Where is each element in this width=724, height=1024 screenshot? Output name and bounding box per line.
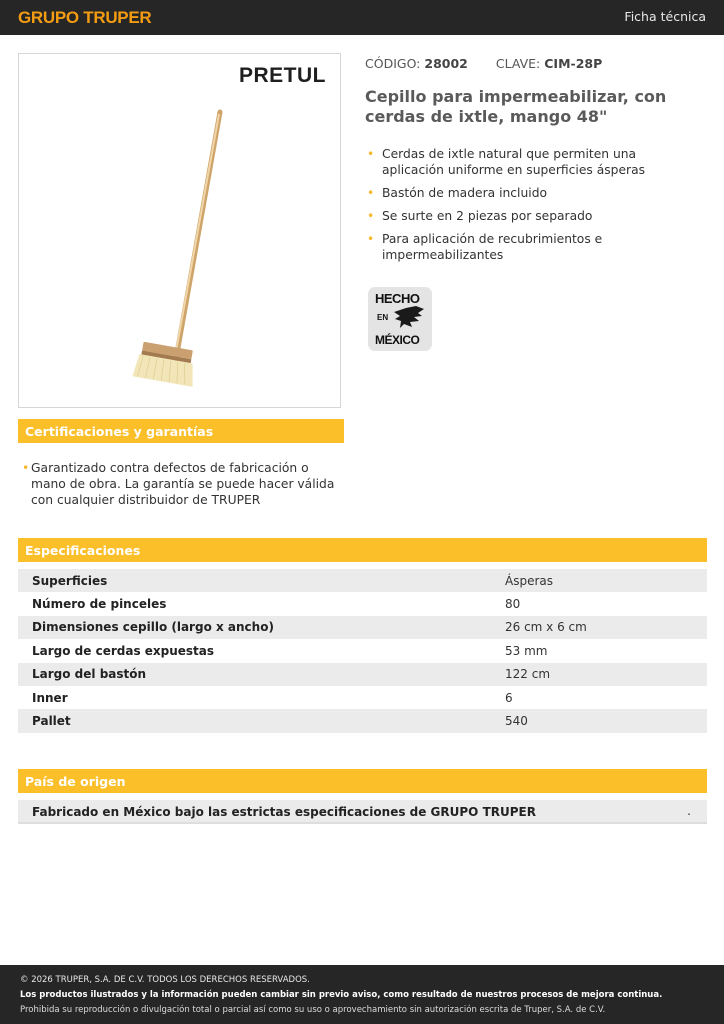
feature-item: • Para aplicación de recubrimientos e impermeabilizantes	[365, 231, 695, 263]
key-label: CLAVE:	[495, 56, 541, 71]
document-type: Ficha técnica	[624, 9, 706, 24]
origin-header	[18, 769, 707, 793]
table-row: Superficies Ásperas	[18, 569, 707, 592]
code-value: 28002	[424, 56, 468, 71]
product-title: Cepillo para impermeabilizar, con cerdas de ixtle, mango 48"	[365, 87, 667, 126]
feature-list	[365, 146, 695, 270]
brand-logo: PRETUL	[239, 64, 326, 87]
origin-title: País de origen	[25, 774, 126, 789]
table-row: Dimensiones cepillo (largo x ancho) 26 cm x 6 cm	[18, 616, 707, 639]
code-label: CÓDIGO:	[365, 56, 421, 71]
feature-item: • Cerdas de ixtle natural que permiten una aplicación uniforme en superficies ásperas	[365, 146, 695, 178]
origin-mark: .	[687, 804, 691, 818]
notice-text: Los productos ilustrados y la información pueden cambiar sin previo aviso, como resultado de nuestros procesos de mejora continua.	[20, 990, 663, 1000]
table-row: Número de pinceles 80	[32, 597, 521, 612]
eagle-icon	[392, 304, 426, 332]
certifications-title: Certificaciones y garantías	[25, 424, 214, 439]
table-row: Largo del bastón 122 cm	[18, 663, 707, 686]
feature-item: • Bastón de madera incluido	[365, 185, 695, 201]
warranty-text: • Garantizado contra defectos de fabricación o mano de obra. La garantía se puede hacer válida con cualquier distribuidor de TRUPER	[22, 460, 342, 508]
hecho-en-mexico-badge: HECHO EN MÉXICO	[368, 287, 432, 351]
specifications-title: Especificaciones	[25, 543, 141, 558]
table-row: Largo de cerdas expuestas 53 mm	[32, 643, 548, 658]
product-codes	[365, 56, 602, 71]
origin-row	[18, 800, 707, 824]
footer	[0, 965, 724, 1024]
table-row: Pallet 540	[18, 709, 707, 732]
restriction-text: Prohibida su reproducción o divulgación total o parcial así como su uso o aprovechamiento sin autorización escrita de Truper, S.A. de C.V.	[20, 1005, 606, 1015]
copyright-text: © 2026 TRUPER, S.A. DE C.V. TODOS LOS DERECHOS RESERVADOS.	[20, 975, 310, 985]
top-bar	[0, 0, 724, 35]
origin-text: Fabricado en México bajo las estrictas especificaciones de GRUPO TRUPER	[32, 805, 536, 819]
truper-logo: GRUPO TRUPER	[18, 8, 152, 27]
table-row: Inner 6	[32, 690, 513, 705]
key-value: CIM-28P	[544, 56, 603, 71]
broom-product-image	[19, 54, 342, 409]
product-image-frame	[18, 53, 341, 408]
specifications-table	[18, 569, 707, 733]
specifications-header	[18, 538, 707, 562]
feature-item: • Se surte en 2 piezas por separado	[365, 208, 695, 224]
certifications-header	[18, 419, 344, 443]
